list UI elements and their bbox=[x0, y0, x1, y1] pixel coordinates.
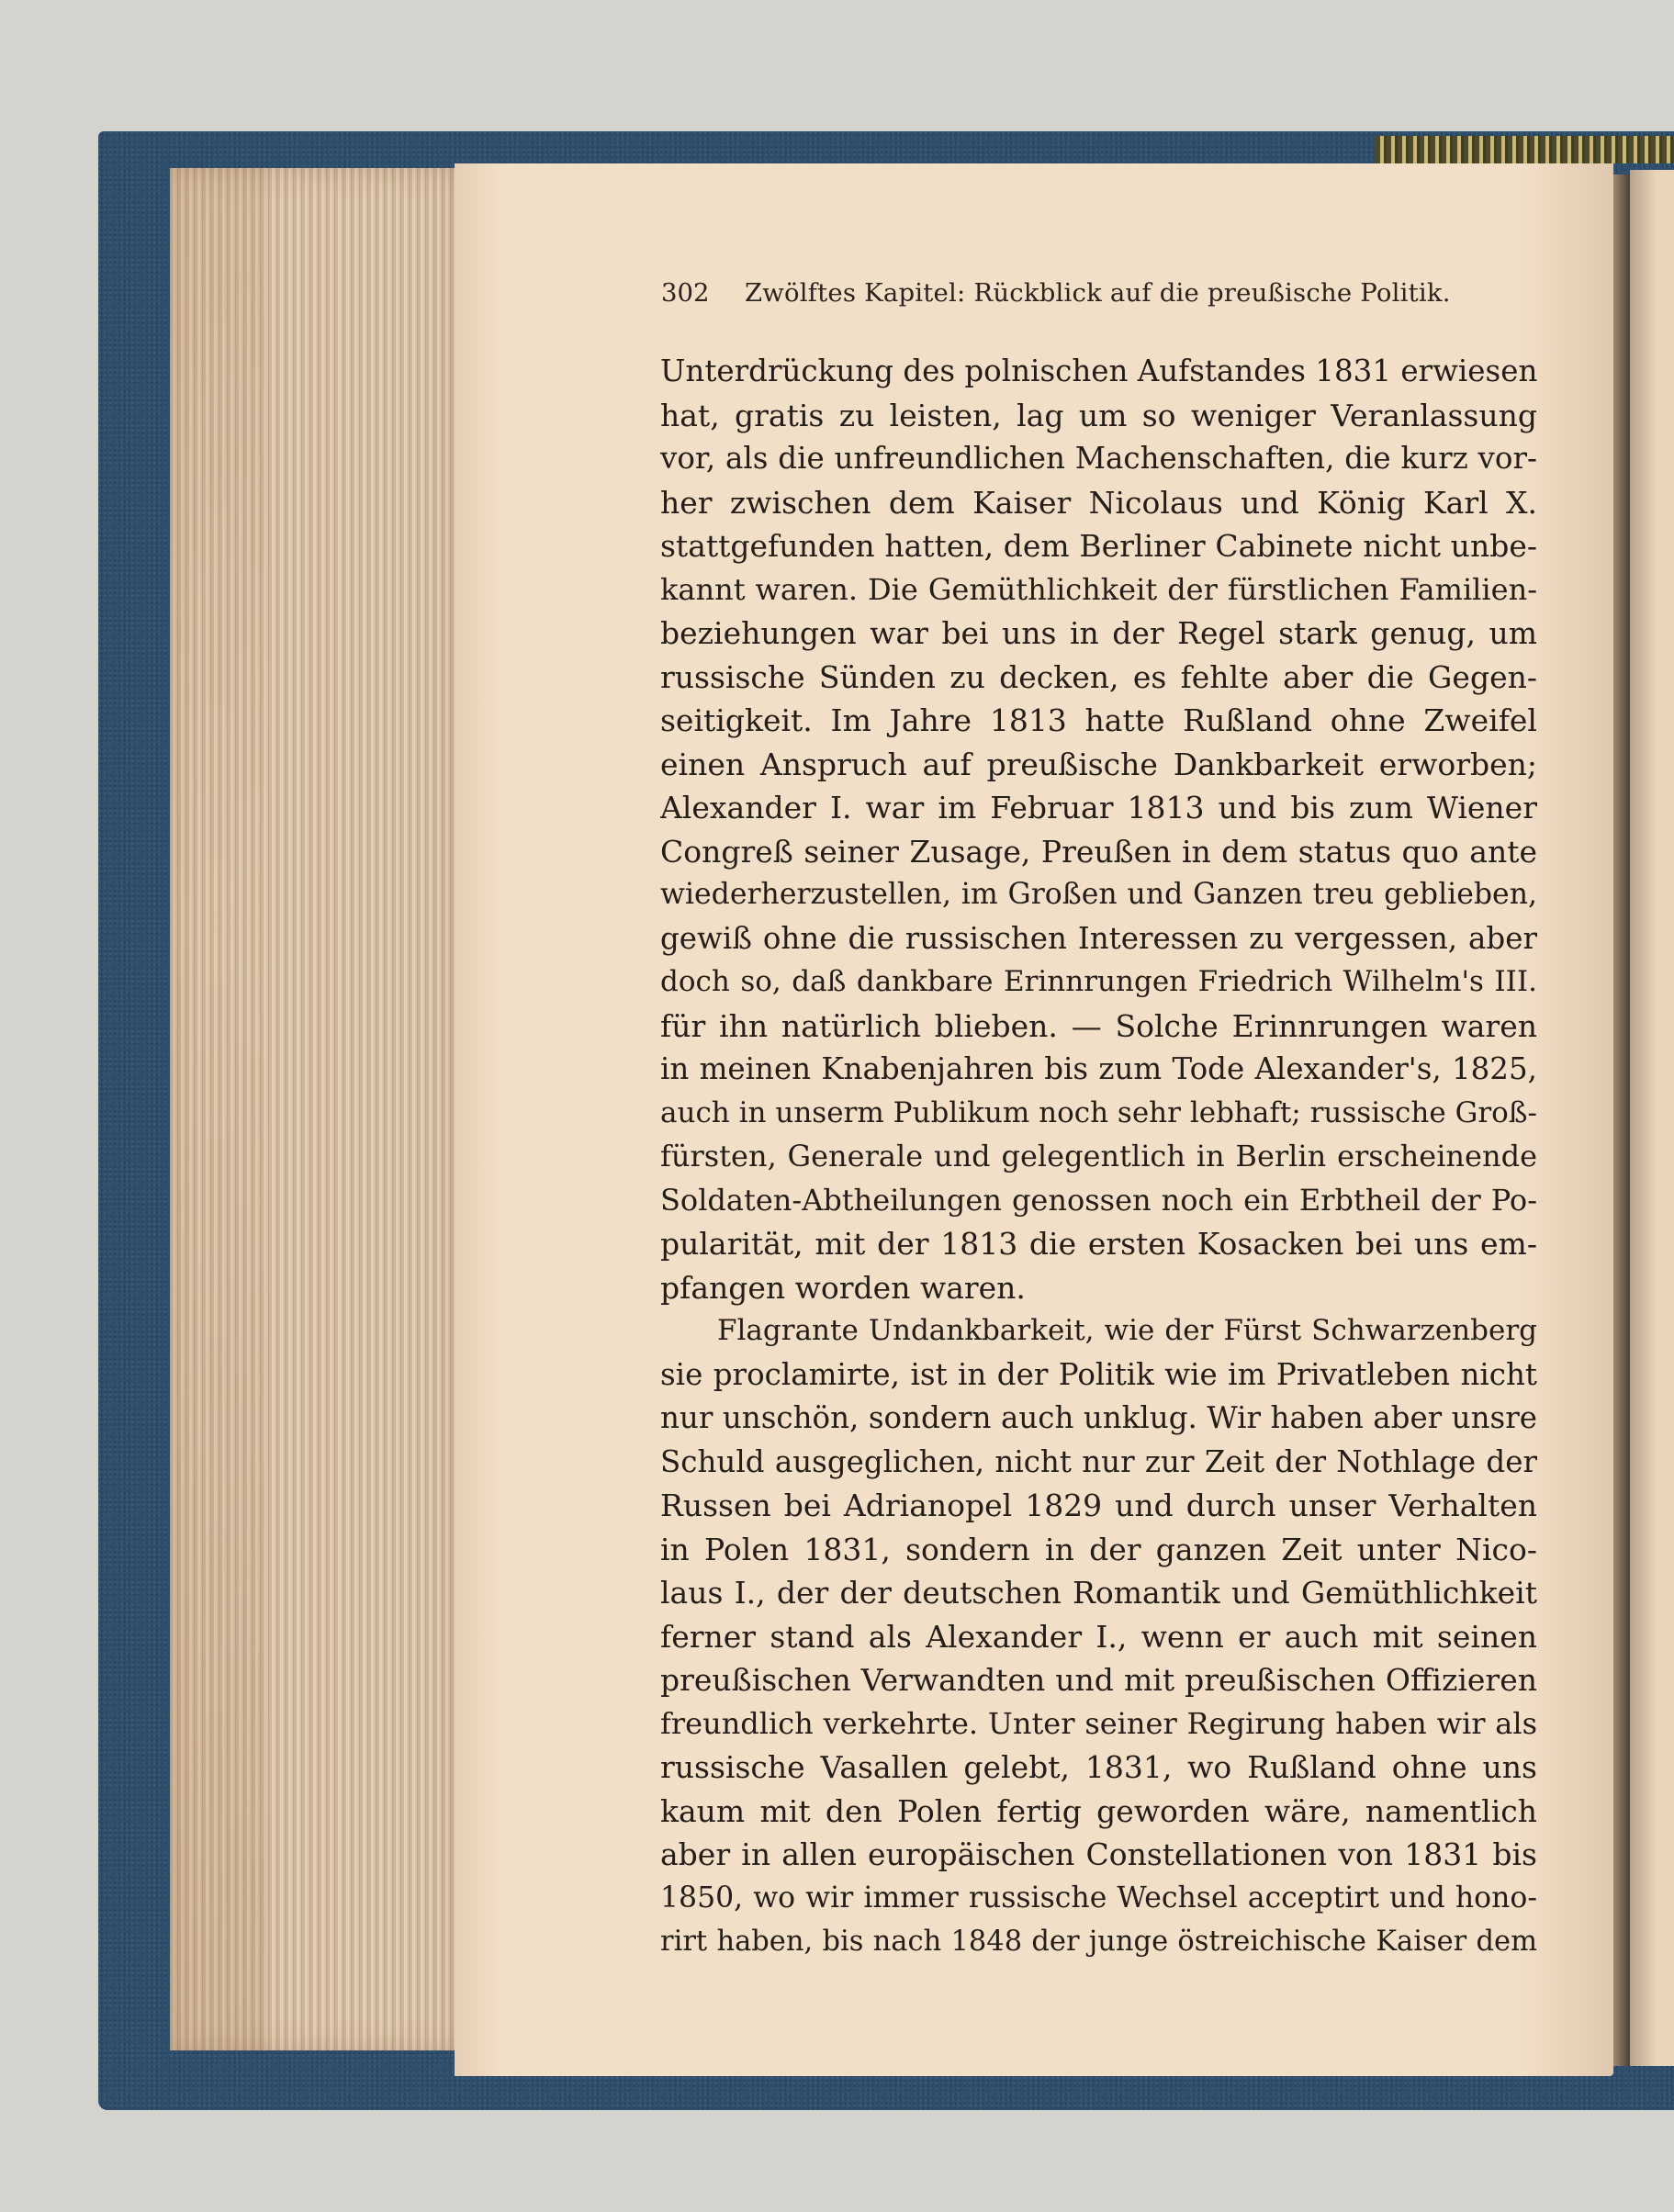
text-line: freundlich verkehrte. Unter seiner Regirung haben wir als bbox=[660, 1705, 1537, 1741]
text-line: ferner stand als Alexander I., wenn er auch mit seinen bbox=[660, 1618, 1537, 1655]
text-line: stattgefunden hatten, dem Berliner Cabinete nicht unbe- bbox=[660, 528, 1537, 564]
text-line: für ihn natürlich blieben. — Solche Erinnrungen waren bbox=[660, 1007, 1537, 1044]
gutter-shadow bbox=[1613, 174, 1630, 2066]
facing-page-sliver bbox=[1630, 170, 1674, 2066]
text-line: hat, gratis zu leisten, lag um so weniger Veranlassung bbox=[660, 397, 1537, 433]
text-line: nur unschön, sondern auch unklug. Wir haben aber unsre bbox=[660, 1400, 1537, 1435]
text-line: kaum mit den Polen fertig geworden wäre, namentlich bbox=[660, 1792, 1537, 1829]
text-line: preußischen Verwandten und mit preußischen Offizieren bbox=[660, 1662, 1537, 1698]
text-line: Soldaten-Abtheilungen genossen noch ein Erbtheil der Po- bbox=[660, 1182, 1537, 1218]
text-line: fürsten, Generale und gelegentlich in Berlin erscheinende bbox=[660, 1139, 1537, 1173]
text-line: wiederherzustellen, im Großen und Ganzen treu geblieben, bbox=[660, 878, 1537, 911]
text-line: Congreß seiner Zusage, Preußen in dem status quo ante bbox=[660, 833, 1537, 870]
text-line: russische Sünden zu decken, es fehlte aber die Gegen- bbox=[660, 658, 1537, 695]
text-line: pularität, mit der 1813 die ersten Kosacken bei uns em- bbox=[660, 1226, 1537, 1262]
text-line: gewiß ohne die russischen Interessen zu vergessen, aber bbox=[660, 920, 1537, 956]
text-line: her zwischen dem Kaiser Nicolaus und König Karl X. bbox=[660, 484, 1537, 521]
text-line: 1850, wo wir immer russische Wechsel acceptirt und hono- bbox=[660, 1881, 1537, 1914]
text-line: einen Anspruch auf preußische Dankbarkeit erworben; bbox=[660, 746, 1537, 782]
text-line: Unterdrückung des polnischen Aufstandes 1831 erwiesen bbox=[660, 354, 1537, 388]
text-line: russische Vasallen gelebt, 1831, wo Rußland ohne uns bbox=[660, 1749, 1537, 1785]
text-line: in meinen Knabenjahren bis zum Tode Alexander's, 1825, bbox=[660, 1051, 1537, 1086]
text-line: Alexander I. war im Februar 1813 und bis zum Wiener bbox=[660, 790, 1537, 825]
text-line: aber in allen europäischen Constellationen von 1831 bis bbox=[660, 1836, 1537, 1872]
paragraph-last-line: pfangen worden waren. bbox=[660, 1269, 1026, 1306]
text-line: Russen bei Adrianopel 1829 und durch unser Verhalten bbox=[660, 1488, 1537, 1523]
text-line: laus I., der der deutschen Romantik und Gemüthlichkeit bbox=[660, 1575, 1537, 1611]
text-line: vor, als die unfreundlichen Machenschaften, die kurz vor- bbox=[660, 441, 1537, 476]
text-line: Schuld ausgeglichen, nicht nur zur Zeit der Nothlage der bbox=[660, 1443, 1537, 1479]
text-line: in Polen 1831, sondern in der ganzen Zeit unter Nico- bbox=[660, 1531, 1537, 1567]
running-head bbox=[661, 278, 1460, 328]
body-text bbox=[660, 350, 1537, 1964]
text-line: doch so, daß dankbare Erinnrungen Friedrich Wilhelm's III. bbox=[660, 965, 1537, 998]
running-head-title: Zwölftes Kapitel: Rückblick auf die preußische Politik. bbox=[745, 278, 1451, 308]
text-line: sie proclamirte, ist in der Politik wie im Privatleben nicht bbox=[660, 1356, 1537, 1392]
headband bbox=[1376, 136, 1674, 163]
text-line: seitigkeit. Im Jahre 1813 hatte Rußland ohne Zweifel bbox=[660, 702, 1537, 738]
text-line: rirt haben, bis nach 1848 der junge östreichische Kaiser dem bbox=[660, 1926, 1537, 1958]
text-line: beziehungen war bei uns in der Regel stark genug, um bbox=[660, 615, 1537, 651]
page-number: 302 bbox=[661, 278, 710, 308]
text-line: auch in unserm Publikum noch sehr lebhaft; russische Groß- bbox=[660, 1095, 1537, 1129]
text-line: kannt waren. Die Gemüthlichkeit der fürstlichen Familien- bbox=[660, 571, 1537, 607]
paragraph-first-line: Flagrante Undankbarkeit, wie der Fürst Schwarzenberg bbox=[717, 1314, 1537, 1347]
page-edges-stain bbox=[170, 168, 266, 2050]
